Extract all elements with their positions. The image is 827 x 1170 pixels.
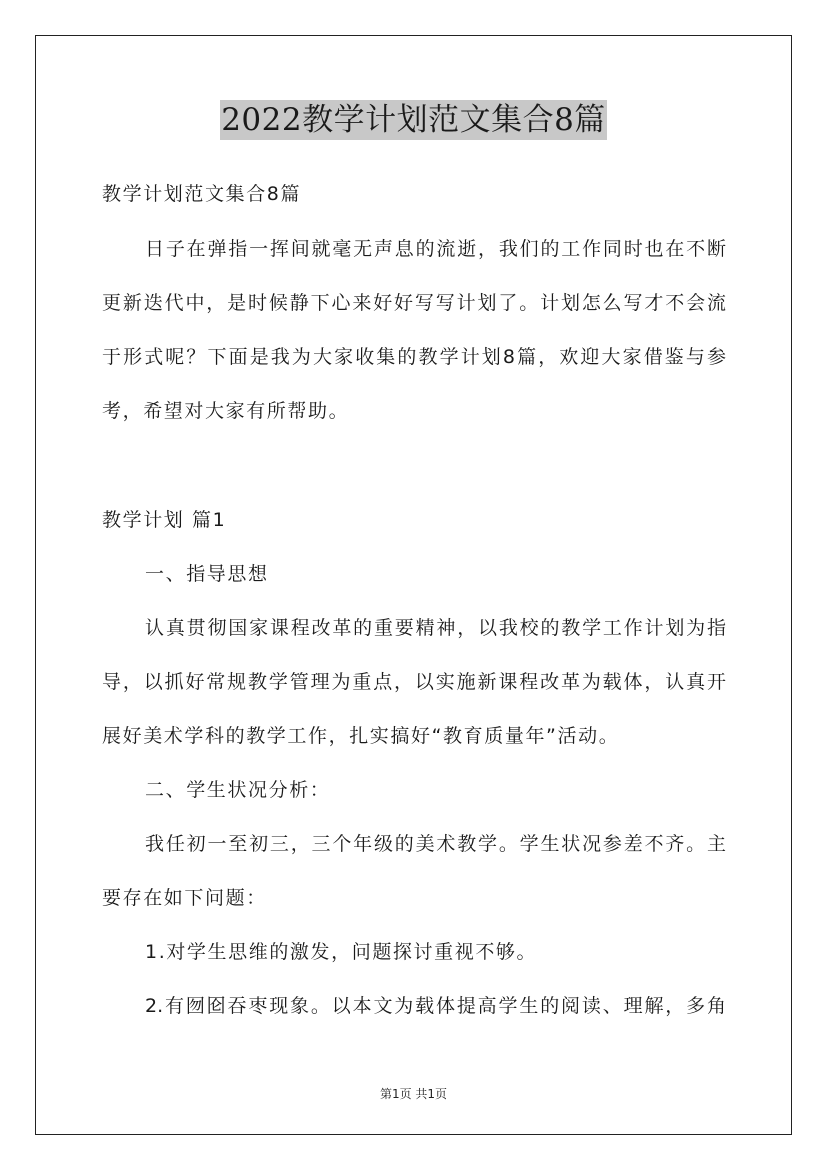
body-paragraph-line: 认真贯彻国家课程改革的重要精神，以我校的教学工作计划为指	[145, 617, 726, 639]
list-item: 2.有囫囵吞枣现象。以本文为载体提高学生的阅读、理解，多角	[145, 995, 726, 1017]
subsection-heading: 一、指导思想	[145, 563, 269, 585]
list-item: 1.对学生思维的激发，问题探讨重视不够。	[145, 941, 538, 963]
body-paragraph-line: 我任初一至初三，三个年级的美术教学。学生状况参差不齐。主	[145, 833, 726, 855]
body-paragraph-line: 要存在如下问题：	[102, 887, 267, 909]
intro-paragraph-line: 日子在弹指一挥间就毫无声息的流逝，我们的工作同时也在不断	[145, 238, 726, 260]
section-heading: 教学计划 篇1	[102, 509, 227, 531]
subtitle-line: 教学计划范文集合8篇	[102, 183, 302, 205]
intro-paragraph-line: 更新迭代中，是时候静下心来好好写写计划了。计划怎么写才不会流	[102, 292, 726, 314]
intro-paragraph-line: 于形式呢？下面是我为大家收集的教学计划8篇，欢迎大家借鉴与参	[102, 346, 726, 368]
body-paragraph-line: 展好美术学科的教学工作，扎实搞好“教育质量年”活动。	[102, 725, 620, 747]
subsection-heading: 二、学生状况分析：	[145, 779, 331, 801]
body-paragraph-line: 导，以抓好常规教学管理为重点，以实施新课程改革为载体，认真开	[102, 671, 726, 693]
intro-paragraph-line: 考，希望对大家有所帮助。	[102, 400, 350, 422]
document-title: 2022教学计划范文集合8篇	[221, 102, 606, 138]
page-footer: 第1页 共1页	[379, 1087, 448, 1101]
